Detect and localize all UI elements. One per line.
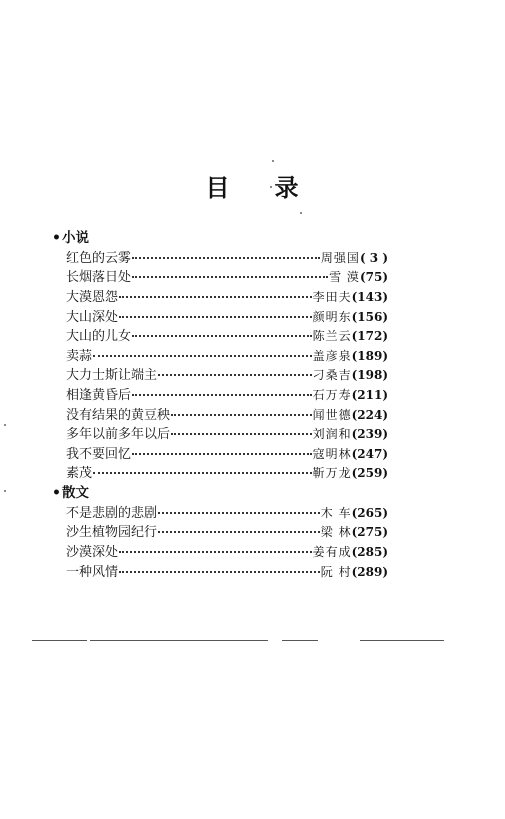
toc-entry (58, 504, 388, 524)
toc-section-heading: • 小说 (58, 229, 388, 249)
entry-title: 一种风情 (66, 564, 119, 580)
toc-entry (58, 563, 388, 583)
toc-entry (58, 327, 388, 347)
page-title (0, 168, 505, 203)
paper-speck (4, 490, 6, 492)
entry-title: 大漠恩怨 (66, 289, 119, 305)
entry-page-number: (289) (351, 564, 388, 579)
toc-entry (58, 425, 388, 445)
entry-title: 多年以前多年以后 (66, 427, 171, 443)
divider (360, 640, 444, 641)
entry-author: 姜有成 (312, 544, 352, 559)
entry-author: 周强国 (320, 250, 360, 265)
entry-page-number: (247) (351, 446, 388, 461)
toc-section-heading: • 散文 (58, 484, 388, 504)
toc-entry (58, 523, 388, 543)
entry-page-number: (143) (351, 289, 388, 304)
toc-section-entries (58, 504, 388, 582)
entry-page-number: (211) (351, 387, 388, 402)
paper-speck (300, 212, 302, 214)
page-title-char: 录 (274, 174, 300, 202)
entry-title: 长烟落日处 (66, 270, 132, 286)
entry-author: 阮 村 (320, 564, 352, 579)
divider (90, 640, 268, 641)
entry-page-number: (224) (351, 407, 388, 422)
entry-title: 卖蒜 (66, 348, 93, 364)
entry-title: 素茂 (66, 466, 93, 482)
dot-leader (158, 531, 320, 533)
entry-title: 不是悲剧的悲剧 (66, 505, 158, 521)
entry-page-number: (198) (351, 368, 388, 383)
dot-leader (132, 394, 312, 396)
dot-leader (132, 276, 328, 278)
divider (282, 640, 318, 641)
entry-page-number: (75) (359, 270, 388, 285)
toc-section-entries (58, 249, 388, 484)
toc-entry (58, 347, 388, 367)
entry-page-number: (172) (351, 329, 388, 344)
paper-speck (270, 186, 272, 188)
toc-entry (58, 386, 388, 406)
entry-author: 雪 漠 (329, 270, 360, 285)
dot-leader (132, 257, 320, 259)
toc-entry (58, 366, 388, 386)
entry-author: 刁桑吉 (312, 368, 352, 383)
toc-entry (58, 543, 388, 563)
paper-speck (272, 160, 274, 162)
dot-leader (119, 551, 312, 553)
toc-entry (58, 445, 388, 465)
entry-page-number: (259) (351, 466, 388, 481)
dot-leader (132, 453, 312, 455)
entry-title: 沙生植物园纪行 (66, 525, 158, 541)
entry-title: 大山的儿女 (66, 329, 132, 345)
entry-author: 陈兰云 (312, 329, 352, 344)
entry-author: 靳万龙 (312, 466, 352, 481)
dot-leader (93, 355, 312, 357)
dot-leader (93, 472, 312, 474)
entry-title: 红色的云雾 (66, 250, 132, 266)
toc-entry (58, 268, 388, 288)
entry-page-number: (239) (351, 427, 388, 442)
dot-leader (132, 335, 312, 337)
divider (32, 640, 87, 641)
dot-leader (171, 414, 312, 416)
toc-entry (58, 308, 388, 328)
entry-title: 大力士斯让端主 (66, 368, 158, 384)
entry-page-number: (265) (351, 505, 388, 520)
table-of-contents (52, 229, 388, 582)
entry-title: 我不要回忆 (66, 446, 132, 462)
entry-author: 李田夫 (312, 289, 352, 304)
dot-leader (158, 512, 320, 514)
entry-title: 相逢黄昏后 (66, 387, 132, 403)
dot-leader (119, 296, 312, 298)
page-title-char: 目 (205, 174, 231, 202)
entry-author: 刘润和 (312, 427, 352, 442)
entry-author: 梁 林 (320, 525, 352, 540)
dot-leader (119, 316, 312, 318)
dot-leader (158, 374, 312, 376)
entry-author: 盖彦泉 (312, 348, 352, 363)
dot-leader (171, 433, 312, 435)
entry-title: 沙漠深处 (66, 544, 119, 560)
dot-leader (119, 571, 320, 573)
toc-entry (58, 288, 388, 308)
entry-author: 闻世德 (312, 407, 352, 422)
entry-page-number: ( 3 ) (359, 250, 388, 265)
bullet-icon: • (52, 484, 61, 501)
toc-entry (58, 249, 388, 269)
entry-author: 寇明林 (312, 446, 352, 461)
entry-page-number: (285) (351, 544, 388, 559)
entry-page-number: (275) (351, 525, 388, 540)
paper-speck (4, 424, 6, 426)
entry-page-number: (189) (351, 348, 388, 363)
bullet-icon: • (52, 230, 61, 246)
entry-page-number: (156) (351, 309, 388, 324)
entry-author: 木 车 (320, 505, 352, 520)
entry-author: 石万寿 (312, 387, 352, 402)
entry-title: 没有结果的黄豆秧 (66, 407, 171, 423)
entry-title: 大山深处 (66, 309, 119, 325)
toc-entry (58, 406, 388, 426)
entry-author: 颜明东 (312, 309, 352, 324)
toc-entry (58, 464, 388, 484)
